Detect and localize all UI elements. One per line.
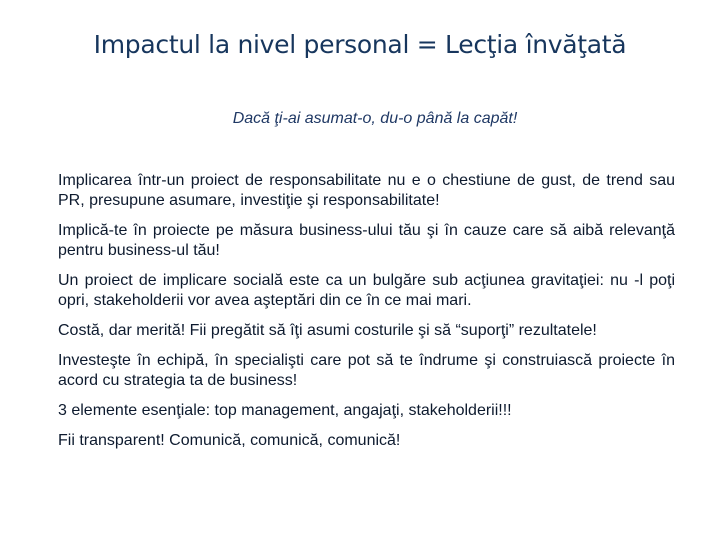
body-paragraph: Fii transparent! Comunică, comunică, comunică! [58,432,401,449]
body-paragraph: Un proiect de implicare socială este ca un bulgăre sub acţiunea gravitaţiei: nu -l poţi opri, stakeholderii vor avea aşteptări din ce în ce mai mari. [58,272,675,309]
slide-title: Impactul la nivel personal = Lecţia învăţată [93,30,627,59]
slide-body [58,171,675,461]
body-paragraph: 3 elemente esenţiale: top management, angajaţi, stakeholderii!!! [58,402,512,419]
body-paragraph: Implicarea într-un proiect de responsabilitate nu e o chestiune de gust, de trend sau PR, presupune asumare, investiţie şi responsabilitate! [58,172,675,209]
body-paragraph: Costă, dar merită! Fii pregătit să îţi asumi costurile şi să “suporţi” rezultatele! [58,322,597,339]
body-paragraph: Implică-te în proiecte pe măsura business-ului tău şi în cauze care să aibă relevanţă pentru business-ul tău! [58,222,675,259]
slide-subtitle: Dacă ţi-ai asumat-o, du-o până la capăt! [232,110,518,127]
body-paragraph: Investeşte în echipă, în specialişti care pot să te îndrume şi construiască proiecte în acord cu strategia ta de business! [58,352,675,389]
